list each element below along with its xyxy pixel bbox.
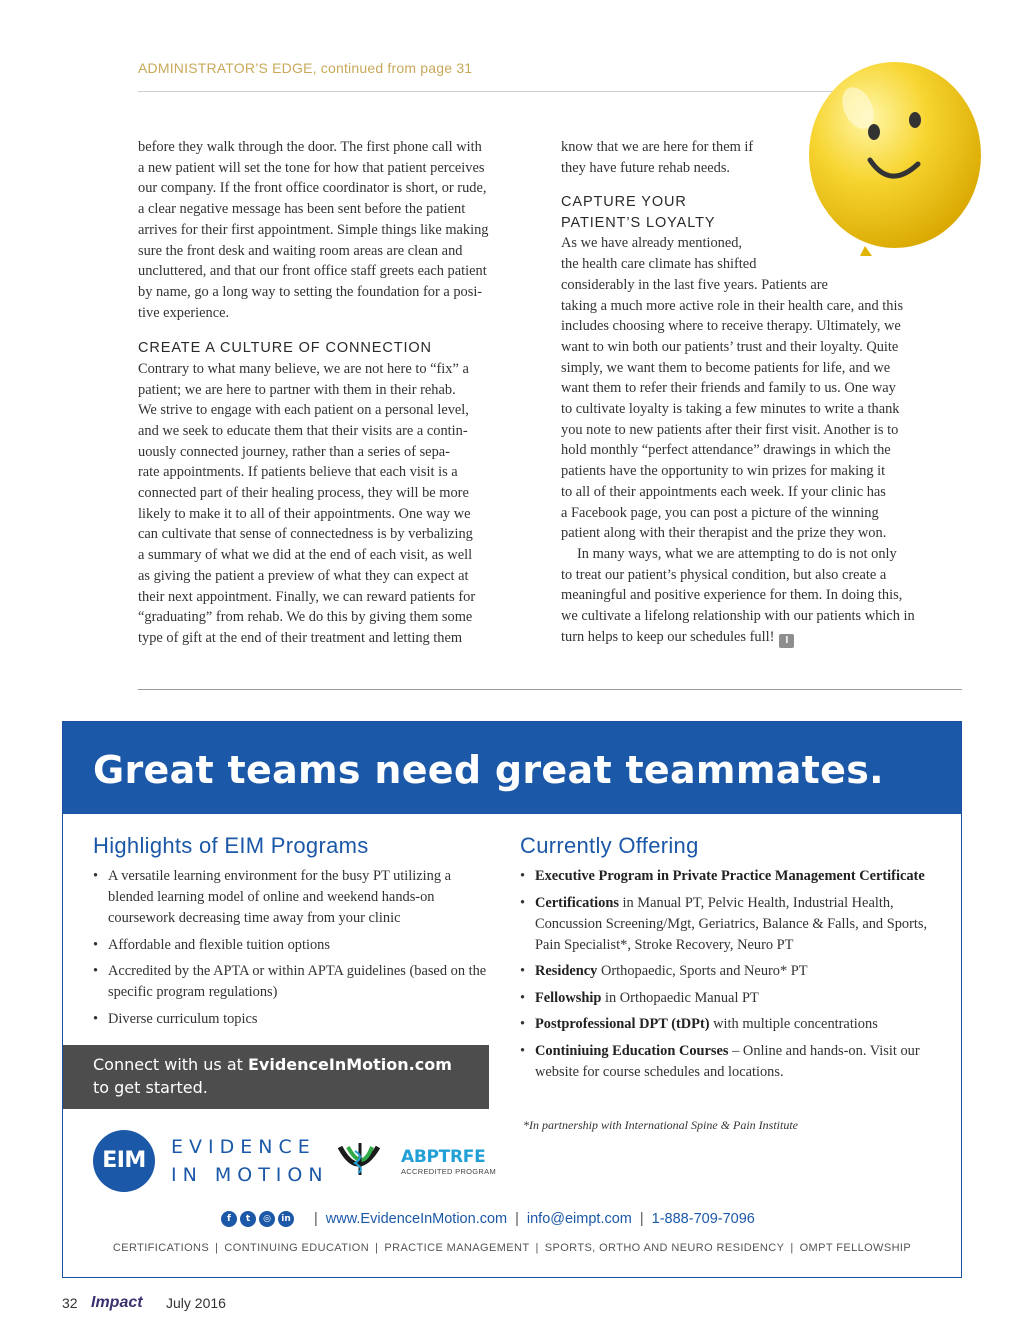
email-link[interactable]: info@eimpt.com [526, 1211, 632, 1227]
offering-list [520, 866, 940, 1088]
page-number: 32 [62, 1295, 78, 1311]
heading-line: PATIENT’S LOYALTY [561, 214, 716, 231]
text-line: to treat our patient’s physical condition, but also create a [561, 566, 887, 583]
text-line: can cultivate that sense of connectedness is by verbalizing [138, 526, 473, 543]
text-line: they have future rehab needs. [561, 159, 731, 176]
list-item: • Affordable and flexible tuition options [93, 935, 488, 956]
website-link[interactable]: www.EvidenceInMotion.com [325, 1211, 508, 1227]
text-line: Contrary to what many believe, we are not here to “fix” a [138, 360, 469, 377]
text-line: patient along with their therapist and the prize they won. [561, 525, 887, 542]
text-line: to all of their appointments each week. If your clinic has [561, 483, 886, 500]
paragraph [561, 233, 965, 544]
text-line: their next appointment. Finally, we can reward patients for [138, 588, 476, 605]
eim-logo: EIM [93, 1130, 155, 1192]
text-line: turn helps to keep our schedules full! [561, 628, 775, 645]
magazine-name: Impact [91, 1294, 143, 1311]
article-right-column [561, 137, 965, 648]
ad-banner [63, 722, 961, 814]
text-line: a clear negative message has been sent before the patient [138, 201, 466, 218]
program-detail: with multiple concentrations [709, 1016, 878, 1032]
text-line: hold monthly “perfect attendance” drawings in which the [561, 442, 891, 459]
connect-text: to get started. [93, 1078, 208, 1097]
program-name: Postprofessional DPT (tDPt) [535, 1016, 710, 1032]
text-line: In many ways, what we are attempting to do is not only [577, 545, 897, 562]
partnership-footnote: *In partnership with International Spine & Pain Institute [523, 1118, 798, 1132]
text-line: “graduating” from rehab. We do this by giving them some [138, 609, 473, 626]
article-left-column [138, 137, 544, 649]
text-line: patients have the opportunity to win prizes for making it [561, 463, 886, 480]
text-line: uncluttered, and that our front office staff greets each patient [138, 263, 487, 280]
list-item [520, 866, 940, 887]
text-line: rate appointments. If patients believe that each visit is a [138, 464, 458, 481]
text-line: you note to new patients after their first visit. Another is to [561, 421, 899, 438]
running-head: ADMINISTRATOR’S EDGE, continued from page 31 [138, 60, 473, 76]
program-label: CONTINUING EDUCATION [224, 1242, 370, 1254]
offering-heading: Currently Offering [520, 833, 699, 858]
text-line: by name, go a long way to setting the foundation for a posi- [138, 283, 483, 300]
program-detail: in Orthopaedic Manual PT [601, 989, 759, 1006]
connect-callout [63, 1045, 489, 1109]
text-line: to cultivate loyalty is taking a few minutes to write a thank [561, 401, 900, 418]
text-line: before they walk through the door. The first phone call with [138, 139, 482, 155]
header-divider [138, 91, 838, 92]
text-line: uously connected journey, rather than a series of sepa- [138, 443, 450, 460]
text-line: as giving the patient a preview of what they can expect at [138, 567, 469, 584]
program-name: Fellowship [535, 989, 602, 1006]
text-line: a new patient will set the tone for how that patient perceives [138, 159, 485, 176]
paragraph [561, 544, 965, 648]
program-detail: in Manual PT, Pelvic Health, Industrial Health, Concussion Screening/Mgt, Geriatrics, Balance & Falls, and Sports, Pain Specialist*, Stroke Recovery, Neuro PT [535, 894, 928, 953]
abptrfe-name: ABPTRFE [401, 1147, 486, 1167]
list-item [520, 988, 940, 1009]
list-item [520, 961, 940, 982]
phone-number[interactable]: 1-888-709-7096 [651, 1211, 755, 1227]
highlights-list [93, 866, 488, 1035]
instagram-icon[interactable]: ◎ [259, 1211, 275, 1227]
text-line: sure the front desk and waiting room areas are clean and [138, 242, 463, 259]
eim-advertisement [62, 721, 962, 1278]
text-line: simply, we want them to become patients for life, and we [561, 359, 891, 376]
text-line: type of gift at the end of their treatment and letting them [138, 629, 463, 646]
text-line: and we seek to educate them that their visits are a contin- [138, 422, 468, 439]
separator: | [314, 1211, 318, 1227]
text-line: tive experience. [138, 304, 230, 321]
text-line: patient; we are here to partner with them in their rehab. [138, 381, 456, 398]
program-detail: – Online and hands-on. Visit our website for course schedules and locations. [535, 1042, 920, 1080]
program-name: Continiuing Education Courses [535, 1042, 729, 1059]
text-line: considerably in the last five years. Patients are [561, 276, 828, 293]
program-name: Residency [535, 963, 598, 979]
text-line: know that we are here for them if [561, 139, 754, 155]
program-label: CERTIFICATIONS [112, 1242, 210, 1254]
program-name: Certifications [535, 894, 619, 911]
text-line: a Facebook page, you can post a picture of the winning [561, 504, 879, 521]
program-detail: Orthopaedic, Sports and Neuro* PT [597, 963, 808, 979]
text-line: we cultivate a lifelong relationship with our patients which in [561, 608, 915, 625]
linkedin-icon[interactable]: in [278, 1211, 294, 1227]
list-item [520, 1014, 940, 1035]
list-item [520, 1041, 940, 1083]
list-item: • Diverse curriculum topics [93, 1009, 488, 1030]
heading-line: CAPTURE YOUR [561, 194, 687, 211]
list-item: • Accredited by the APTA or within APTA guidelines (based on the specific program regulations) [93, 961, 488, 1003]
programs-line: CERTIFICATIONS | CONTINUING EDUCATION | PRACTICE MANAGEMENT | SPORTS, ORTHO AND NEURO RESIDENCY | OMPT FELLOWSHIP [112, 1242, 912, 1254]
connect-website-link[interactable]: EvidenceInMotion.com [248, 1055, 452, 1074]
program-label: OMPT FELLOWSHIP [799, 1242, 912, 1254]
text-line: We strive to engage with each patient on a personal level, [138, 402, 469, 419]
text-line: arrives for their first appointment. Simple things like making [138, 221, 489, 238]
highlights-heading: Highlights of EIM Programs [93, 833, 369, 858]
twitter-icon[interactable]: t [240, 1211, 256, 1227]
eim-logo-wordmark: IN MOTION [171, 1164, 329, 1186]
text-line: our company. If the front office coordinator is short, or rude, [138, 180, 487, 197]
paragraph [138, 137, 544, 323]
eim-logo-wordmark: EVIDENCE [171, 1136, 316, 1158]
text-line: the health care climate has shifted [561, 256, 757, 273]
text-line: As we have already mentioned, [561, 235, 743, 252]
article-end-divider [138, 689, 962, 690]
program-label: SPORTS, ORTHO AND NEURO RESIDENCY [544, 1242, 785, 1254]
ad-headline: Great teams need great teammates. [93, 748, 884, 792]
connect-text: Connect with us at [93, 1055, 248, 1074]
list-item [520, 893, 940, 956]
issue-date: July 2016 [166, 1295, 226, 1311]
text-line: a summary of what we did at the end of each visit, as well [138, 547, 473, 564]
list-item: • A versatile learning environment for the busy PT utilizing a blended learning model of online and weekend hands-on coursework decreasing time away from your clinic [93, 866, 488, 929]
paragraph [138, 359, 544, 649]
contact-line [306, 1211, 755, 1227]
text-line: want them to refer their friends and family to us. One way [561, 380, 896, 397]
text-line: likely to make it to all of their appointments. One way we [138, 505, 471, 522]
program-label: PRACTICE MANAGEMENT [384, 1242, 530, 1254]
section-heading [561, 192, 965, 233]
section-heading: CREATE A CULTURE OF CONNECTION [138, 340, 432, 357]
program-name: Executive Program in Private Practice Management Certificate [535, 868, 925, 884]
text-line: meaningful and positive experience for them. In doing this, [561, 587, 903, 604]
text-line: taking a much more active role in their health care, and this [561, 297, 904, 314]
abptrfe-subtitle: ACCREDITED PROGRAM [401, 1167, 496, 1176]
separator: | [639, 1211, 644, 1227]
facebook-icon[interactable]: f [221, 1211, 237, 1227]
separator: | [515, 1211, 519, 1227]
paragraph [561, 137, 965, 178]
text-line: connected part of their healing process, they will be more [138, 485, 469, 502]
text-line: want to win both our patients’ trust and their loyalty. Quite [561, 338, 899, 355]
text-line: includes choosing where to receive therapy. Ultimately, we [561, 318, 901, 335]
end-of-article-icon: I [779, 634, 794, 648]
